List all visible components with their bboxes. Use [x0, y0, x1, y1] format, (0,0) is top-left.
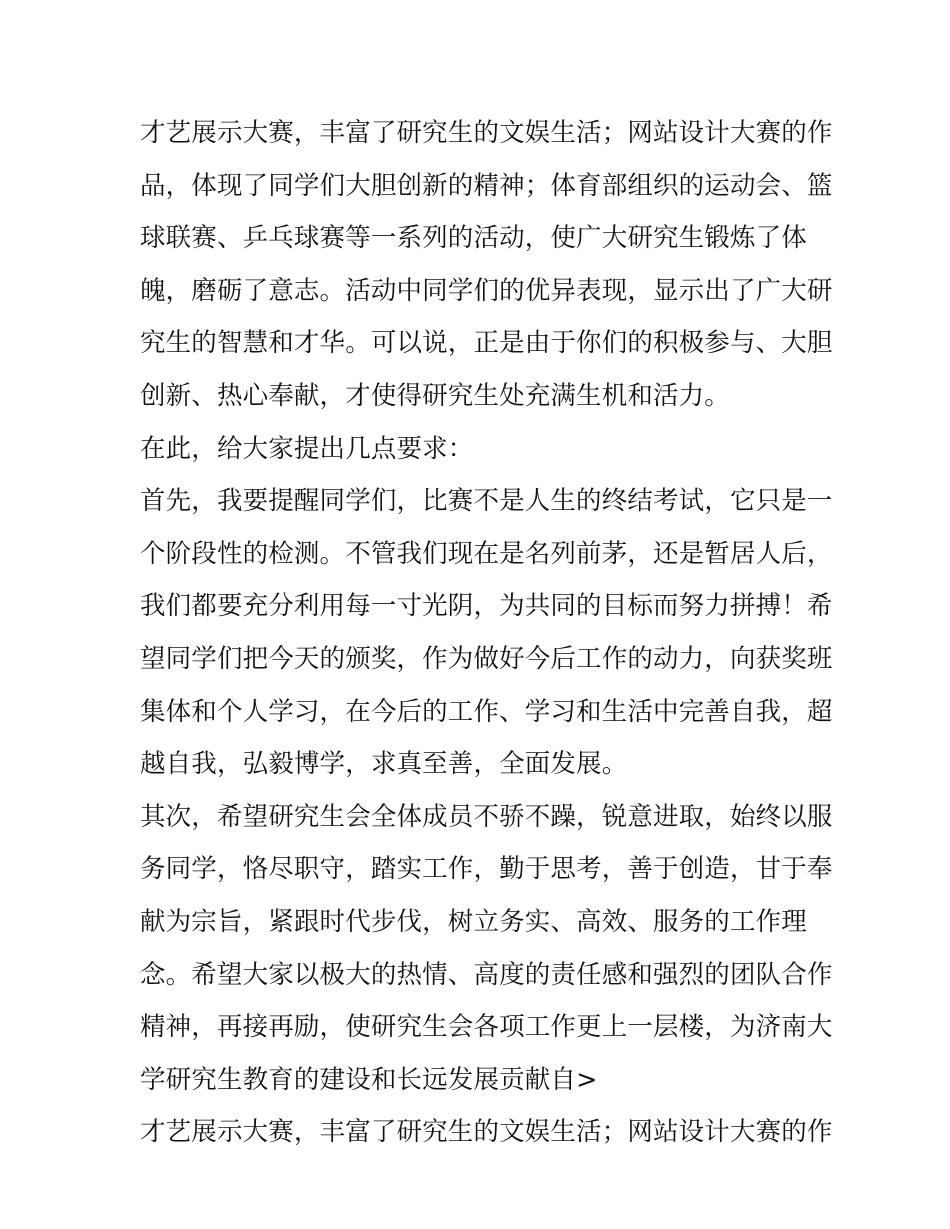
text-line: 球联赛、乒乓球赛等一系列的活动，使广大研究生锻炼了体: [140, 223, 807, 254]
document-body: [140, 107, 833, 1159]
text-line: 才艺展示大赛，丰富了研究生的文娱生活；网站设计大赛的作: [140, 118, 833, 148]
text-line: 品，体现了同学们大胆创新的精神；体育部组织的运动会、篮: [140, 170, 833, 201]
text-line: 个阶段性的检测。不管我们现在是名列前茅，还是暂居人后，: [140, 538, 833, 569]
text-line: 究生的智慧和才华。可以说，正是由于你们的积极参与、大胆: [140, 328, 833, 359]
text-line: 创新、热心奉献，才使得研究生处充满生机和活力。: [140, 380, 730, 411]
text-line: 首先，我要提醒同学们，比赛不是人生的终结考试，它只是一: [140, 486, 833, 517]
text-line: 献为宗旨，紧跟时代步伐，树立务实、高效、服务的工作理: [140, 906, 807, 937]
text-line: 才艺展示大赛，丰富了研究生的文娱生活；网站设计大赛的作: [140, 1117, 833, 1148]
text-line: 在此，给大家提出几点要求：: [140, 433, 474, 464]
text-line: 务同学，恪尽职守，踏实工作，勤于思考，善于创造，甘于奉: [140, 854, 833, 885]
text-line: 其次，希望研究生会全体成员不骄不躁，锐意进取，始终以服: [140, 801, 833, 832]
text-line: 魄，磨砺了意志。活动中同学们的优异表现，显示出了广大研: [140, 275, 833, 306]
text-line: 望同学们把今天的颁奖，作为做好今后工作的动力，向获奖班: [140, 643, 833, 674]
text-line: 集体和个人学习，在今后的工作、学习和生活中完善自我，超: [140, 696, 833, 727]
text-line: 越自我，弘毅博学，求真至善，全面发展。: [140, 749, 628, 780]
text-line: 我们都要充分利用每一寸光阴，为共同的目标而努力拼搏！希: [140, 591, 833, 622]
text-line: 念。希望大家以极大的热情、高度的责任感和强烈的团队合作: [140, 959, 833, 990]
text-line: 学研究生教育的建设和长远发展贡献自>: [140, 1064, 598, 1095]
text-line: 精神，再接再励，使研究生会各项工作更上一层楼，为济南大: [140, 1012, 833, 1043]
